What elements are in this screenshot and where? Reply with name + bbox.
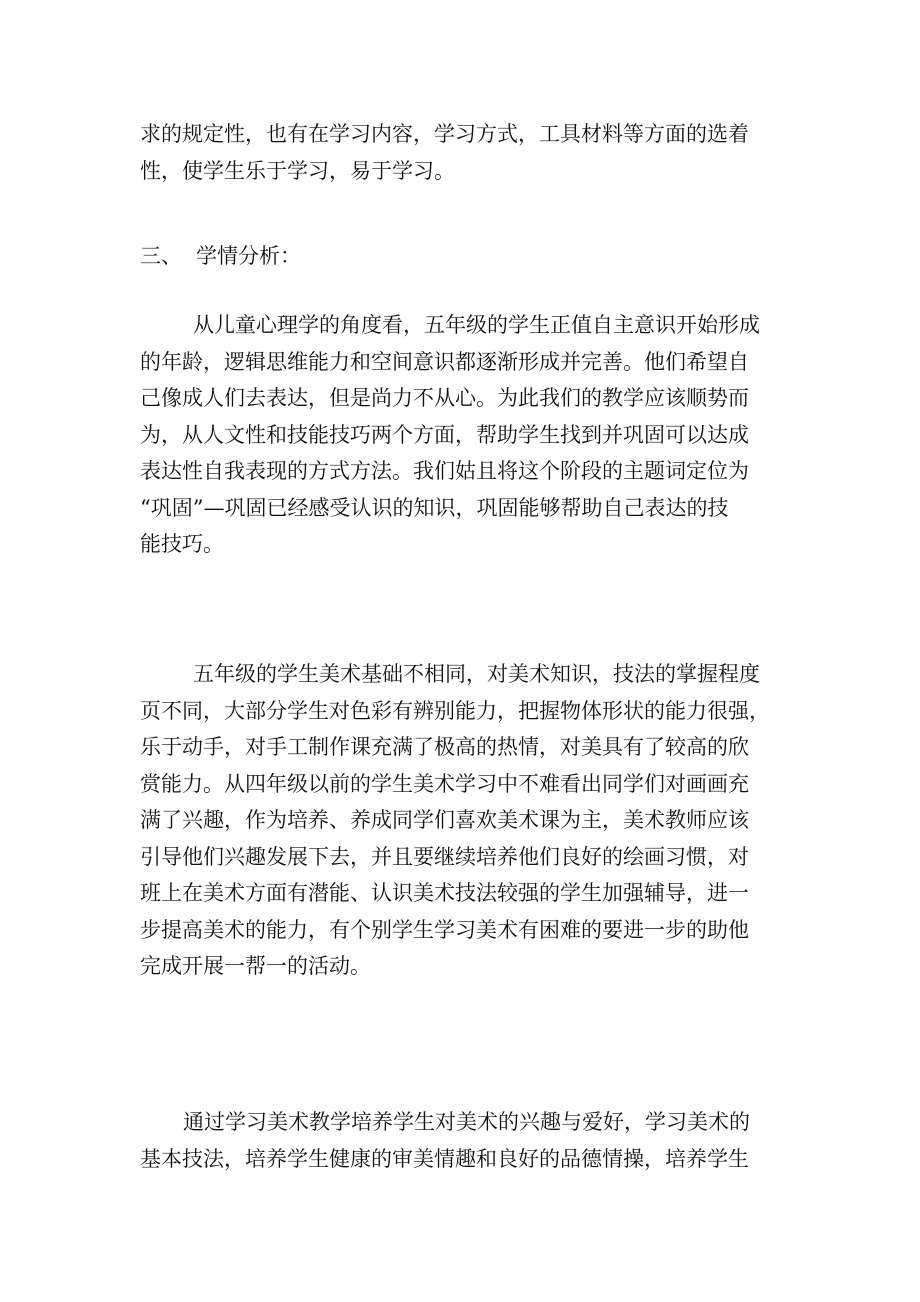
text-line: 的年龄，逻辑思维能力和空间意识都逐渐形成并完善。他们希望自	[140, 349, 749, 374]
text-line: 求的规定性，也有在学习内容，学习方式，工具材料等方面的选着	[140, 122, 749, 146]
paragraph-3	[140, 1104, 790, 1177]
text-line: 赏能力。从四年级以前的学生美术学习中不难看出同学们对画画充	[140, 771, 749, 796]
text-line: 为，从人文性和技能技巧两个方面，帮助学生找到并巩固可以达成	[140, 422, 749, 447]
text-line: 引导他们兴趣发展下去，并且要继续培养他们良好的绘画习惯，对	[140, 844, 749, 869]
text-line: 基本技法，培养学生健康的审美情趣和良好的品德情操，培养学生	[140, 1146, 749, 1171]
text-line: 己像成人们去表达，但是尚力不从心。为此我们的教学应该顺势而	[140, 386, 749, 410]
paragraph-continued	[140, 116, 790, 189]
text-line: “巩固”—巩固已经感受认识的知识，巩固能够帮助自己表达的技	[140, 495, 729, 520]
text-line: 五年级的学生美术基础不相同，对美术知识，技法的掌握程度	[193, 662, 760, 686]
paragraph-1	[140, 307, 790, 563]
text-line: 能技巧。	[140, 532, 224, 556]
text-line: 页不同，大部分学生对色彩有辨别能力，把握物体形状的能力很强，	[140, 698, 770, 723]
text-line: 表达性自我表现的方式方法。我们姑且将这个阶段的主题词定位为	[140, 459, 749, 483]
text-line: 性，使学生乐于学习，易于学习。	[140, 158, 455, 183]
section-title: 学情分析：	[196, 244, 301, 268]
text-line: 通过学习美术教学培养学生对美术的兴趣与爱好，学习美术的	[183, 1110, 750, 1134]
text-line: 乐于动手，对手工制作课充满了极高的热情，对美具有了较高的欣	[140, 735, 749, 759]
text-line: 从儿童心理学的角度看，五年级的学生正值自主意识开始形成	[193, 313, 760, 337]
text-line: 完成开展一帮一的活动。	[140, 954, 371, 978]
text-line: 满了兴趣，作为培养、养成同学们喜欢美术课为主，美术教师应该	[140, 808, 749, 832]
text-line: 班上在美术方面有潜能、认识美术技法较强的学生加强辅导，进一	[140, 881, 749, 905]
paragraph-2	[140, 656, 790, 985]
text-line: 步提高美术的能力，有个别学生学习美术有困难的要进一步的助他	[140, 917, 749, 942]
section-heading	[140, 238, 301, 275]
section-number: 三、	[140, 244, 182, 268]
